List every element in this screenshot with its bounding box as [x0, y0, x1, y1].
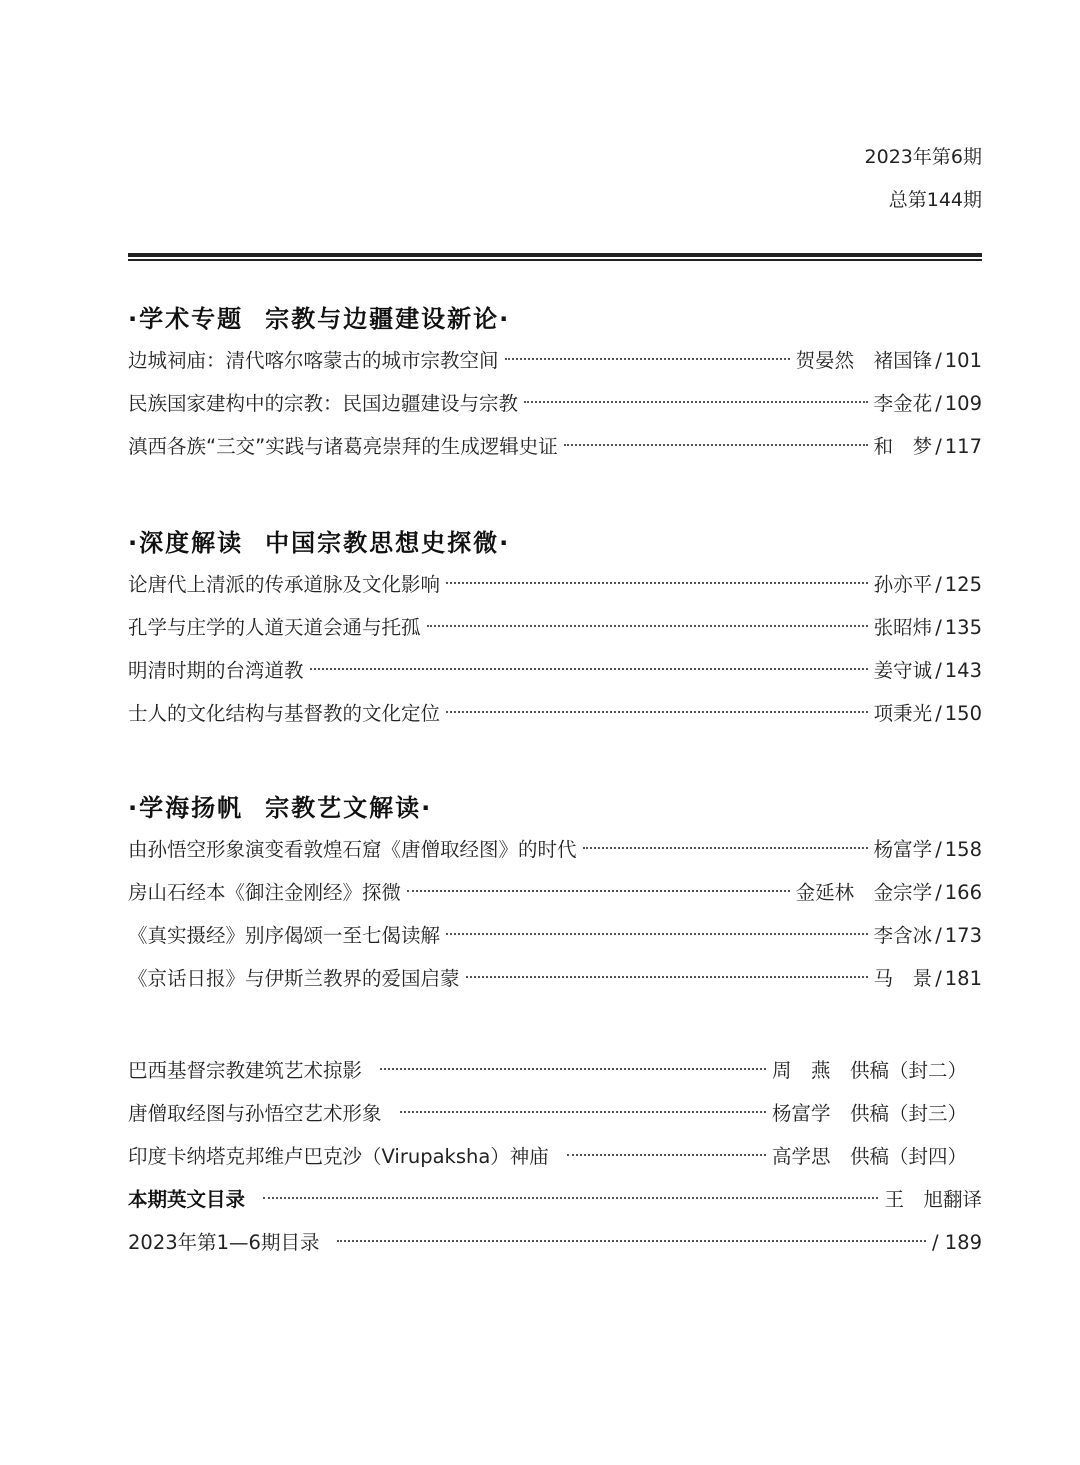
toc-entry[interactable]	[128, 656, 982, 699]
dot-leader	[446, 933, 868, 935]
dot-leader	[263, 1197, 878, 1199]
toc-entry[interactable]	[128, 921, 982, 964]
dot-leader	[310, 668, 868, 670]
dot-leader	[446, 582, 868, 584]
entry-credit: 周 燕 供稿（封二）	[772, 1059, 968, 1082]
entry-page: 173	[944, 924, 982, 947]
entry-title: 2023年第1—6期目录	[128, 1231, 320, 1254]
dot-leader	[380, 1068, 766, 1070]
entry-author: 项秉光	[873, 702, 933, 725]
dot-leader	[466, 976, 868, 978]
entry-list	[128, 346, 982, 475]
dot-leader	[564, 444, 868, 446]
page-separator: /	[935, 392, 942, 415]
cover-credit-entry[interactable]	[128, 1056, 982, 1099]
entry-author: 李含冰	[873, 924, 933, 947]
back-matter-list	[128, 1056, 982, 1271]
entry-author: 姜守诚	[873, 659, 933, 682]
entry-author-page	[874, 389, 982, 419]
dot-leader	[505, 358, 790, 360]
page-separator: /	[935, 924, 942, 947]
page-separator: /	[935, 881, 942, 904]
entry-page: 166	[944, 881, 982, 904]
toc-entry[interactable]	[128, 570, 982, 613]
dot-leader	[446, 711, 868, 713]
entry-author-page	[796, 346, 982, 376]
entry-translator: 王 旭翻译	[884, 1188, 982, 1211]
section-academic-topic	[128, 304, 982, 475]
entry-author: 杨富学	[873, 838, 933, 861]
issue-number: 2023年第6期	[864, 146, 982, 168]
dot-leader	[407, 890, 790, 892]
section-heading-right: 宗教艺文解读·	[265, 794, 433, 822]
page-separator: /	[935, 702, 942, 725]
entry-page: 158	[944, 838, 982, 861]
entry-author-page	[874, 656, 982, 686]
entry-page: 143	[944, 659, 982, 682]
section-heading-left: ·深度解读	[128, 529, 244, 557]
entry-credit: 高学思 供稿（封四）	[772, 1145, 968, 1168]
section-heading	[128, 528, 982, 558]
entry-title: 本期英文目录	[128, 1188, 246, 1211]
section-heading-right: 宗教与边疆建设新论·	[265, 305, 511, 333]
entry-title: 唐僧取经图与孙悟空艺术形象	[128, 1102, 382, 1125]
entry-author: 李金花	[873, 392, 933, 415]
entry-author-page	[874, 964, 982, 994]
total-issue-number: 总第144期	[888, 189, 982, 211]
entry-title: 滇西各族“三交”实践与诸葛亮崇拜的生成逻辑史证	[128, 435, 558, 458]
entry-page: 109	[944, 392, 982, 415]
entry-author-page	[874, 699, 982, 729]
toc-entry[interactable]	[128, 964, 982, 1007]
toc-entry[interactable]	[128, 699, 982, 742]
cover-credit-entry[interactable]	[128, 1099, 982, 1142]
toc-entry[interactable]	[128, 389, 982, 432]
page-separator: /	[935, 967, 942, 990]
entry-title: 巴西基督宗教建筑艺术掠影	[128, 1059, 363, 1082]
toc-entry[interactable]	[128, 432, 982, 475]
section-scholarly-voyage	[128, 793, 982, 1007]
entry-title: 由孙悟空形象演变看敦煌石窟《唐僧取经图》的时代	[128, 838, 577, 861]
entry-title: 印度卡纳塔克邦维卢巴克沙（Virupaksha）神庙	[128, 1145, 549, 1168]
dot-leader	[567, 1154, 766, 1156]
dot-leader	[400, 1111, 766, 1113]
entry-title: 《真实摄经》别序偈颂一至七偈读解	[128, 924, 441, 947]
toc-entry[interactable]	[128, 878, 982, 921]
entry-title: 士人的文化结构与基督教的文化定位	[128, 702, 441, 725]
section-heading	[128, 304, 982, 334]
entry-title: 《京话日报》与伊斯兰教界的爱国启蒙	[128, 967, 460, 990]
entry-title: 房山石经本《御注金刚经》探微	[128, 881, 402, 904]
annual-index-entry[interactable]	[128, 1228, 982, 1271]
entry-page: 135	[944, 616, 982, 639]
entry-page: / 189	[932, 1231, 982, 1254]
entry-title: 民族国家建构中的宗教：民国边疆建设与宗教	[128, 392, 519, 415]
page-separator: /	[935, 349, 942, 372]
entry-author-page	[874, 432, 982, 462]
entry-title: 孔学与庄学的人道天道会通与托孤	[128, 616, 421, 639]
dot-leader	[583, 847, 868, 849]
toc-entry[interactable]	[128, 835, 982, 878]
entry-page: 117	[944, 435, 982, 458]
entry-page: 181	[944, 967, 982, 990]
entry-author-page	[796, 878, 982, 908]
english-contents-entry[interactable]	[128, 1185, 982, 1228]
page-separator: /	[935, 573, 942, 596]
page-separator: /	[935, 435, 942, 458]
entry-author: 张昭炜	[873, 616, 933, 639]
entry-page: 125	[944, 573, 982, 596]
toc-entry[interactable]	[128, 346, 982, 389]
section-heading-left: ·学海扬帆	[128, 794, 244, 822]
dot-leader	[337, 1240, 926, 1242]
page-separator: /	[935, 838, 942, 861]
entry-title: 边城祠庙：清代喀尔喀蒙古的城市宗教空间	[128, 349, 499, 372]
entry-author-page	[874, 835, 982, 865]
entry-list	[128, 835, 982, 1007]
entry-author-page	[874, 570, 982, 600]
section-heading-left: ·学术专题	[128, 305, 244, 333]
entry-title: 论唐代上清派的传承道脉及文化影响	[128, 573, 441, 596]
entry-author-page	[874, 921, 982, 951]
dot-leader	[524, 401, 868, 403]
header-rule-thin	[128, 259, 982, 261]
entry-page: 150	[944, 702, 982, 725]
entry-author: 马 景	[873, 967, 933, 990]
page-separator: /	[935, 659, 942, 682]
toc-entry[interactable]	[128, 613, 982, 656]
section-heading-right: 中国宗教思想史探微·	[265, 529, 511, 557]
entry-author-page	[874, 613, 982, 643]
section-heading	[128, 793, 982, 823]
dot-leader	[427, 625, 868, 627]
section-in-depth-reading	[128, 528, 982, 742]
entry-page: 101	[944, 349, 982, 372]
entry-title: 明清时期的台湾道教	[128, 659, 304, 682]
entry-credit: 杨富学 供稿（封三）	[772, 1102, 968, 1125]
page-separator: /	[935, 616, 942, 639]
entry-author: 和 梦	[873, 435, 933, 458]
header-rule-thick	[128, 253, 982, 257]
entry-author: 贺晏然 褚国锋	[795, 349, 933, 372]
entry-author: 金延林 金宗学	[795, 881, 933, 904]
entry-author: 孙亦平	[873, 573, 933, 596]
cover-credit-entry[interactable]	[128, 1142, 982, 1185]
entry-list	[128, 570, 982, 742]
